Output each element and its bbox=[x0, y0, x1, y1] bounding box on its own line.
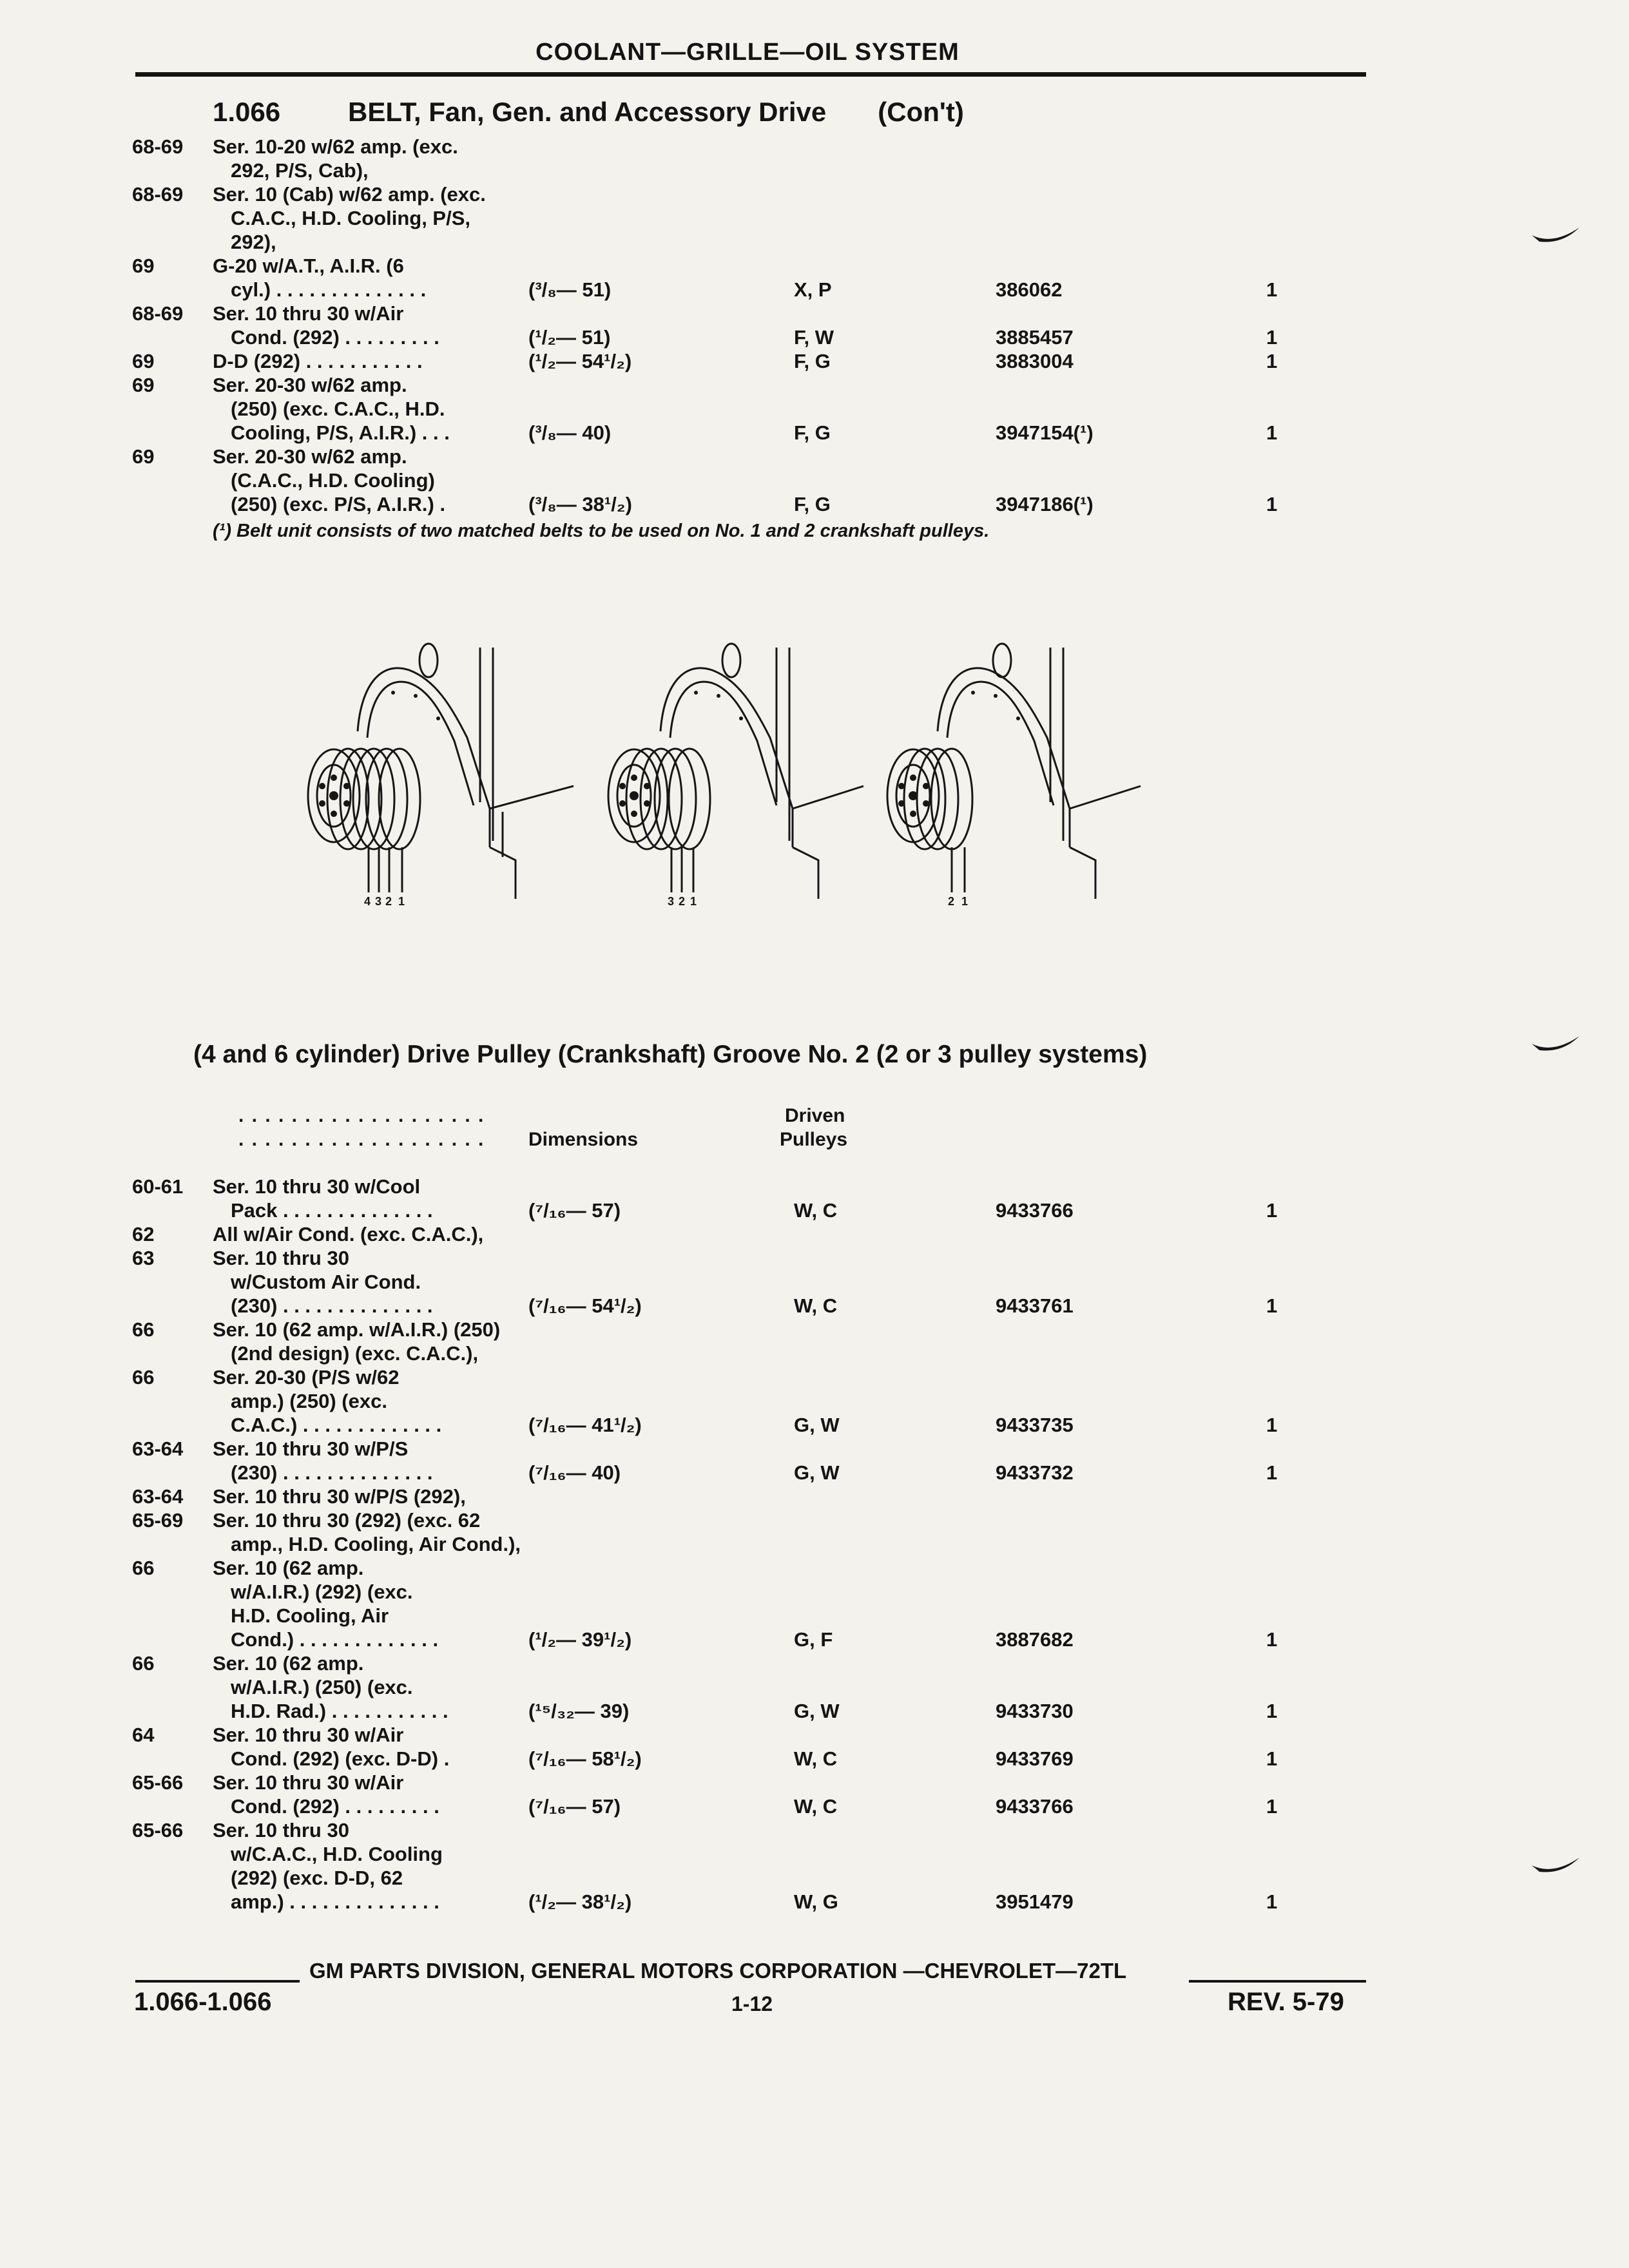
belt-dimensions: (⁷/₁₆— 58¹/₂) bbox=[528, 1747, 642, 1770]
application-description: Ser. 20-30 (P/S w/62 bbox=[213, 1366, 400, 1389]
section-title: BELT, Fan, Gen. and Accessory Drive bbox=[348, 97, 827, 127]
driven-pulleys: G, W bbox=[794, 1461, 840, 1484]
dimensions-header: Dimensions bbox=[528, 1129, 639, 1150]
belt-dimensions: (⁷/₁₆— 54¹/₂) bbox=[528, 1294, 642, 1317]
crankshaft-pulley-diagram-four-groove bbox=[296, 635, 593, 918]
footer-rule-left bbox=[135, 1980, 300, 1983]
groove-label: 1 bbox=[961, 895, 969, 908]
application-description: w/A.I.R.) (292) (exc. bbox=[231, 1581, 413, 1603]
application-description: Ser. 10-20 w/62 amp. (exc. bbox=[213, 135, 458, 158]
groove-label: 4 bbox=[364, 895, 371, 908]
application-description: (C.A.C., H.D. Cooling) bbox=[231, 469, 435, 492]
driven-pulleys: F, G bbox=[794, 350, 831, 372]
quantity: 1 bbox=[1266, 350, 1278, 372]
belt-dimensions: (⁷/₁₆— 40) bbox=[528, 1461, 621, 1484]
application-description: Ser. 10 (62 amp. w/A.I.R.) (250) bbox=[213, 1318, 501, 1341]
part-number: 9433735 bbox=[996, 1414, 1074, 1436]
model-year: 63-64 bbox=[132, 1437, 184, 1460]
application-description: 292, P/S, Cab), bbox=[231, 159, 369, 182]
section-heading bbox=[213, 97, 964, 128]
quantity: 1 bbox=[1266, 1461, 1278, 1484]
quantity: 1 bbox=[1266, 1628, 1278, 1651]
binder-edge-mark bbox=[1530, 222, 1582, 255]
application-description: Ser. 10 (Cab) w/62 amp. (exc. bbox=[213, 183, 486, 206]
application-description: Ser. 10 thru 30 w/Cool bbox=[213, 1175, 421, 1198]
belt-footnote: (¹) Belt unit consists of two matched belts to be used on No. 1 and 2 crankshaft pulleys. bbox=[213, 521, 990, 541]
application-description: C.A.C.) . . . . . . . . . . . . . bbox=[231, 1414, 442, 1436]
footer-revision: REV. 5-79 bbox=[1228, 1988, 1344, 2016]
driven-pulleys-header-line2: Pulleys bbox=[780, 1129, 848, 1150]
driven-pulleys: W, G bbox=[794, 1890, 838, 1913]
application-description: amp.) (250) (exc. bbox=[231, 1390, 387, 1412]
quantity: 1 bbox=[1266, 1294, 1278, 1317]
application-description: H.D. Rad.) . . . . . . . . . . . bbox=[231, 1700, 448, 1722]
part-number: 3883004 bbox=[996, 350, 1074, 372]
application-description: H.D. Cooling, Air bbox=[231, 1604, 389, 1627]
application-description: amp., H.D. Cooling, Air Cond.), bbox=[231, 1533, 521, 1555]
model-year: 69 bbox=[132, 255, 155, 277]
groove-label: 2 bbox=[385, 895, 392, 908]
model-year: 66 bbox=[132, 1557, 155, 1579]
model-year: 69 bbox=[132, 445, 155, 468]
section-number: 1.066 bbox=[213, 97, 281, 127]
belt-dimensions: (⁷/₁₆— 57) bbox=[528, 1199, 621, 1222]
driven-pulleys: G, W bbox=[794, 1700, 840, 1722]
belt-dimensions: (⁷/₁₆— 41¹/₂) bbox=[528, 1414, 642, 1436]
groove-label: 2 bbox=[679, 895, 686, 908]
driven-pulleys: F, G bbox=[794, 421, 831, 444]
driven-pulleys: F, G bbox=[794, 493, 831, 515]
model-year: 69 bbox=[132, 350, 155, 372]
application-description: w/C.A.C., H.D. Cooling bbox=[231, 1843, 443, 1865]
application-description: Ser. 10 thru 30 w/P/S bbox=[213, 1437, 409, 1460]
crankshaft-pulley-diagram-two-groove bbox=[880, 635, 1150, 918]
part-number: 9433766 bbox=[996, 1795, 1074, 1818]
application-description: Ser. 10 (62 amp. bbox=[213, 1557, 364, 1579]
groove-label: 3 bbox=[668, 895, 675, 908]
model-year: 64 bbox=[132, 1724, 155, 1746]
application-description: Ser. 10 thru 30 w/Air bbox=[213, 1724, 404, 1746]
application-description: Ser. 20-30 w/62 amp. bbox=[213, 374, 407, 396]
quantity: 1 bbox=[1266, 1890, 1278, 1913]
footer-rule-right bbox=[1189, 1980, 1366, 1983]
part-number: 9433769 bbox=[996, 1747, 1074, 1770]
quantity: 1 bbox=[1266, 278, 1278, 301]
binder-edge-mark bbox=[1530, 1031, 1582, 1063]
part-number: 3887682 bbox=[996, 1628, 1074, 1651]
quantity: 1 bbox=[1266, 421, 1278, 444]
application-description: C.A.C., H.D. Cooling, P/S, bbox=[231, 207, 470, 229]
part-number: 3947154(¹) bbox=[996, 421, 1094, 444]
application-description: Cond.) . . . . . . . . . . . . . bbox=[231, 1628, 439, 1651]
belt-dimensions: (⁷/₁₆— 57) bbox=[528, 1795, 621, 1818]
model-year: 68-69 bbox=[132, 135, 184, 158]
application-description: Ser. 10 (62 amp. bbox=[213, 1652, 364, 1675]
application-description: Ser. 10 thru 30 (292) (exc. 62 bbox=[213, 1509, 481, 1532]
application-description: Cooling, P/S, A.I.R.) . . . bbox=[231, 421, 450, 444]
model-year: 66 bbox=[132, 1318, 155, 1341]
groove-label: 3 bbox=[375, 895, 382, 908]
application-description: Ser. 10 thru 30 w/Air bbox=[213, 1771, 404, 1794]
driven-pulleys: W, C bbox=[794, 1199, 838, 1222]
application-description: Ser. 20-30 w/62 amp. bbox=[213, 445, 407, 468]
model-year: 69 bbox=[132, 374, 155, 396]
application-description: w/A.I.R.) (250) (exc. bbox=[231, 1676, 413, 1698]
application-description: (292) (exc. D-D, 62 bbox=[231, 1867, 403, 1889]
drive-pulley-heading: (4 and 6 cylinder) Drive Pulley (Crankshaft) Groove No. 2 (2 or 3 pulley systems) bbox=[193, 1041, 1148, 1068]
application-description: G-20 w/A.T., A.I.R. (6 bbox=[213, 255, 404, 277]
application-description: (230) . . . . . . . . . . . . . . bbox=[231, 1294, 433, 1317]
application-description: (2nd design) (exc. C.A.C.), bbox=[231, 1342, 479, 1365]
model-year: 68-69 bbox=[132, 183, 184, 206]
page-title: COOLANT—GRILLE—OIL SYSTEM bbox=[535, 39, 959, 66]
quantity: 1 bbox=[1266, 1795, 1278, 1818]
groove-label: 1 bbox=[690, 895, 697, 908]
part-number: 9433732 bbox=[996, 1461, 1074, 1484]
part-number: 386062 bbox=[996, 278, 1063, 301]
model-year: 63-64 bbox=[132, 1485, 184, 1508]
model-year: 62 bbox=[132, 1223, 155, 1245]
application-description: (250) (exc. P/S, A.I.R.) . bbox=[231, 493, 446, 515]
application-description: Cond. (292) . . . . . . . . . bbox=[231, 326, 439, 349]
application-description: D-D (292) . . . . . . . . . . . bbox=[213, 350, 423, 372]
model-year: 60-61 bbox=[132, 1175, 184, 1198]
part-number: 3885457 bbox=[996, 326, 1074, 349]
belt-dimensions: (³/₈— 38¹/₂) bbox=[528, 493, 632, 515]
part-number: 3951479 bbox=[996, 1890, 1074, 1913]
application-description: cyl.) . . . . . . . . . . . . . . bbox=[231, 278, 427, 301]
belt-dimensions: (¹/₂— 38¹/₂) bbox=[528, 1890, 632, 1913]
driven-pulleys: X, P bbox=[794, 278, 832, 301]
quantity: 1 bbox=[1266, 1700, 1278, 1722]
model-year: 65-69 bbox=[132, 1509, 184, 1532]
driven-pulleys-header-line1: Driven bbox=[785, 1105, 845, 1126]
application-description: (250) (exc. C.A.C., H.D. bbox=[231, 398, 445, 420]
section-continued: (Con't) bbox=[878, 97, 964, 127]
application-description: Ser. 10 thru 30 w/Air bbox=[213, 302, 404, 325]
quantity: 1 bbox=[1266, 1414, 1278, 1436]
belt-dimensions: (¹⁵/₃₂— 39) bbox=[528, 1700, 630, 1722]
application-description: amp.) . . . . . . . . . . . . . . bbox=[231, 1890, 439, 1913]
footer-page-number: 1-12 bbox=[731, 1992, 773, 2015]
model-year: 65-66 bbox=[132, 1771, 184, 1794]
binder-edge-mark bbox=[1530, 1852, 1582, 1885]
footer-index: 1.066-1.066 bbox=[134, 1988, 272, 2016]
quantity: 1 bbox=[1266, 1747, 1278, 1770]
model-year: 66 bbox=[132, 1652, 155, 1675]
application-description: Ser. 10 thru 30 w/P/S (292), bbox=[213, 1485, 466, 1508]
quantity: 1 bbox=[1266, 1199, 1278, 1222]
groove-label: 2 bbox=[948, 895, 955, 908]
model-year: 65-66 bbox=[132, 1819, 184, 1841]
model-year: 63 bbox=[132, 1247, 155, 1269]
model-year: 68-69 bbox=[132, 302, 184, 325]
belt-dimensions: (³/₈— 40) bbox=[528, 421, 612, 444]
application-description: Cond. (292) (exc. D-D) . bbox=[231, 1747, 450, 1770]
header-leader-dots: . . . . . . . . . . . . . . . . . . . bbox=[238, 1105, 485, 1126]
part-number: 9433766 bbox=[996, 1199, 1074, 1222]
driven-pulleys: F, W bbox=[794, 326, 834, 349]
application-description: Ser. 10 thru 30 bbox=[213, 1819, 349, 1841]
application-description: Ser. 10 thru 30 bbox=[213, 1247, 349, 1269]
belt-dimensions: (¹/₂— 54¹/₂) bbox=[528, 350, 632, 372]
driven-pulleys: G, F bbox=[794, 1628, 833, 1651]
groove-label: 1 bbox=[398, 895, 405, 908]
driven-pulleys: G, W bbox=[794, 1414, 840, 1436]
application-description: w/Custom Air Cond. bbox=[231, 1271, 421, 1293]
part-number: 3947186(¹) bbox=[996, 493, 1094, 515]
header-leader-dots: . . . . . . . . . . . . . . . . . . . bbox=[238, 1129, 485, 1150]
quantity: 1 bbox=[1266, 493, 1278, 515]
application-description: (230) . . . . . . . . . . . . . . bbox=[231, 1461, 433, 1484]
quantity: 1 bbox=[1266, 326, 1278, 349]
application-description: Pack . . . . . . . . . . . . . . bbox=[231, 1199, 433, 1222]
driven-pulleys: W, C bbox=[794, 1747, 838, 1770]
driven-pulleys: W, C bbox=[794, 1795, 838, 1818]
crankshaft-pulley-diagram-three-groove bbox=[599, 635, 876, 918]
header-rule bbox=[135, 72, 1366, 77]
belt-dimensions: (¹/₂— 51) bbox=[528, 326, 611, 349]
application-description: All w/Air Cond. (exc. C.A.C.), bbox=[213, 1223, 484, 1245]
model-year: 66 bbox=[132, 1366, 155, 1389]
application-description: 292), bbox=[231, 231, 276, 253]
part-number: 9433761 bbox=[996, 1294, 1074, 1317]
part-number: 9433730 bbox=[996, 1700, 1074, 1722]
application-description: Cond. (292) . . . . . . . . . bbox=[231, 1795, 439, 1818]
belt-dimensions: (¹/₂— 39¹/₂) bbox=[528, 1628, 632, 1651]
footer-corporation: GM PARTS DIVISION, GENERAL MOTORS CORPORATION —CHEVROLET—72TL bbox=[309, 1959, 1127, 1983]
belt-dimensions: (³/₈— 51) bbox=[528, 278, 612, 301]
driven-pulleys: W, C bbox=[794, 1294, 838, 1317]
